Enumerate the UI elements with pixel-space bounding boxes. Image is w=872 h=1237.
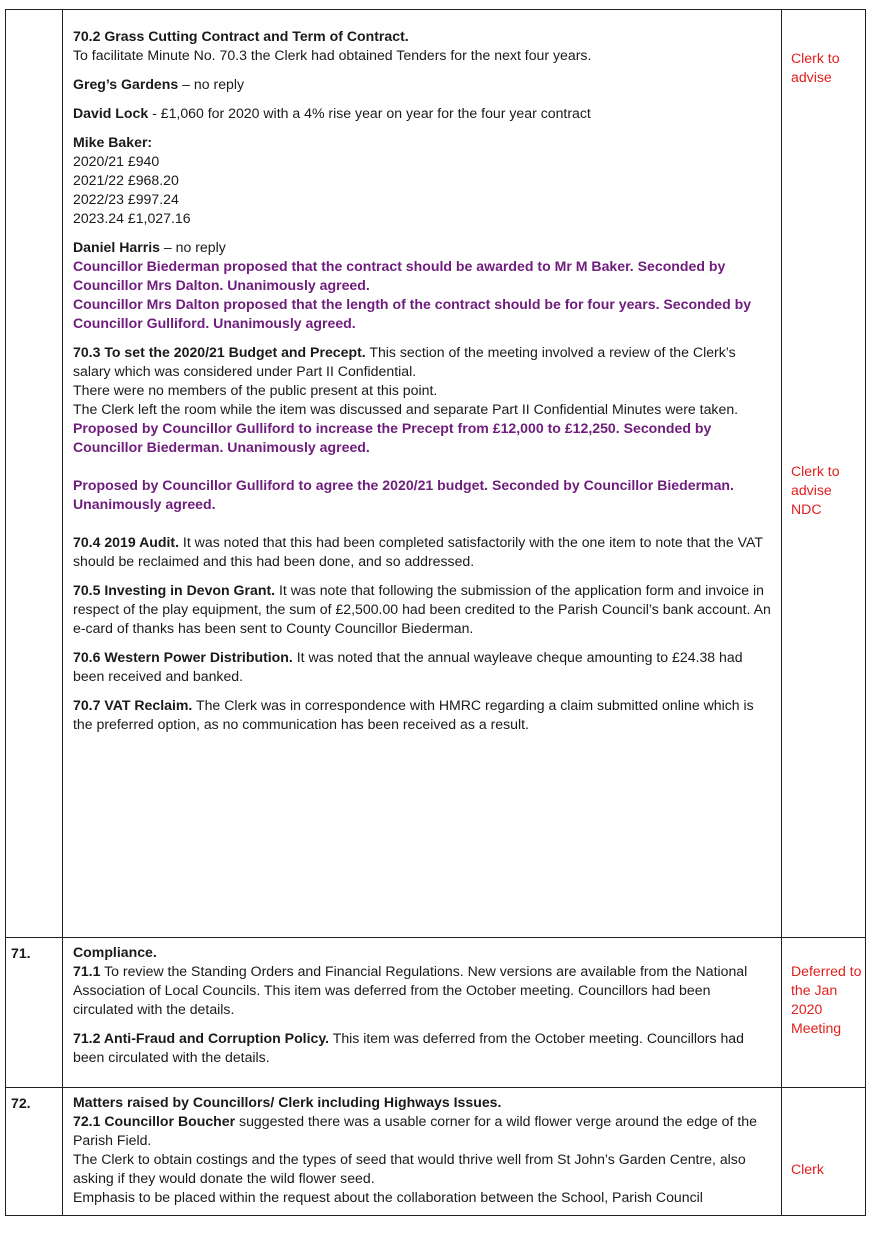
item-body bbox=[63, 10, 782, 938]
tender-name: Mike Baker: bbox=[73, 134, 153, 150]
section-text: It was noted that this had been completed satisfactorily with the one item to note that the VAT should be reclaimed and this had been done, and so addressed. bbox=[73, 534, 763, 569]
minutes-table bbox=[5, 9, 866, 1216]
section-70-7 bbox=[73, 696, 773, 734]
section-text: The Clerk left the room while the item was discussed and separate Part II Confidential Minutes were taken. bbox=[73, 401, 739, 417]
action-cell bbox=[782, 938, 866, 1088]
tender-lock bbox=[73, 104, 773, 123]
item-number: 72. bbox=[6, 1088, 63, 1216]
tender-name: Greg’s Gardens bbox=[73, 76, 179, 92]
section-text: It was note that following the submission of the application form and invoice in respect of the play equipment, the sum of £2,500.00 had been credited to the Parish Council’s bank account. An e-card of thanks has been sent to County Councillor Biederman. bbox=[73, 582, 771, 636]
section-70-6 bbox=[73, 648, 773, 686]
section-70-5 bbox=[73, 581, 773, 638]
section-heading: 71.2 Anti-Fraud and Corruption Policy. bbox=[73, 1030, 330, 1046]
section-text: It was noted that the annual wayleave cheque amounting to £24.38 had been received and banked. bbox=[73, 649, 743, 684]
minutes-row-72 bbox=[6, 1088, 866, 1216]
tender-text: – no reply bbox=[159, 239, 226, 255]
motion: Proposed by Councillor Gulliford to increase the Precept from £12,000 to £12,250. Seconded by Councillor Biederman. Unanimously agreed. bbox=[73, 420, 712, 455]
motion: Councillor Biederman proposed that the contract should be awarded to Mr M Baker. Seconded by Councillor Mrs Dalton. Unanimously agreed. bbox=[73, 258, 726, 293]
section-70-2 bbox=[73, 27, 773, 65]
section-heading: 70.3 To set the 2020/21 Budget and Precept. bbox=[73, 344, 366, 360]
section-text: The Clerk was in correspondence with HMRC regarding a claim submitted online which is the preferred option, as no communication has been received as a result. bbox=[73, 697, 754, 732]
section-text: To review the Standing Orders and Financial Regulations. New versions are available from the National Association of Local Councils. This item was deferred from the October meeting. Councillors had been circulated with the details. bbox=[73, 963, 748, 1017]
action-note: Clerk to advise NDC bbox=[791, 463, 840, 517]
section-text: suggested there was a usable corner for a wild flower verge around the edge of the Parish Field. bbox=[73, 1113, 757, 1148]
section-heading: 70.6 Western Power Distribution. bbox=[73, 649, 293, 665]
section-heading: 71.1 bbox=[73, 963, 101, 979]
tender-gregs bbox=[73, 75, 773, 94]
price-line: 2020/21 £940 bbox=[73, 153, 160, 169]
action-note: Deferred to the Jan 2020 Meeting bbox=[791, 963, 862, 1036]
section-71 bbox=[73, 943, 773, 1019]
section-heading: 70.2 Grass Cutting Contract and Term of Contract. bbox=[73, 28, 409, 44]
tender-name: David Lock bbox=[73, 105, 149, 121]
price-line: 2021/22 £968.20 bbox=[73, 172, 179, 188]
action-note: Clerk to advise bbox=[791, 50, 840, 85]
minutes-row-71 bbox=[6, 938, 866, 1088]
section-text: This item was deferred from the October meeting. Councillors had been circulated with the details. bbox=[73, 1030, 744, 1065]
motion: Proposed by Councillor Gulliford to agree the 2020/21 budget. Seconded by Councillor Biederman. Unanimously agreed. bbox=[73, 477, 734, 512]
action-note: Clerk bbox=[791, 1161, 824, 1177]
section-text: To facilitate Minute No. 70.3 the Clerk had obtained Tenders for the next four years. bbox=[73, 47, 592, 63]
section-text: The Clerk to obtain costings and the types of seed that would thrive well from St John’s Garden Centre, also asking if they would donate the wild flower seed. bbox=[73, 1151, 746, 1186]
section-heading: 70.5 Investing in Devon Grant. bbox=[73, 582, 276, 598]
tender-text: - £1,060 for 2020 with a 4% rise year on year for the four year contract bbox=[148, 105, 591, 121]
section-text: This section of the meeting involved a review of the Clerk’s salary which was considered under Part II Confidential. bbox=[73, 344, 736, 379]
tender-baker bbox=[73, 133, 773, 228]
section-71-2 bbox=[73, 1029, 773, 1067]
section-text: There were no members of the public present at this point. bbox=[73, 382, 438, 398]
item-heading: Matters raised by Councillors/ Clerk including Highways Issues. bbox=[73, 1094, 502, 1110]
tender-name: Daniel Harris bbox=[73, 239, 160, 255]
price-line: 2023.24 £1,027.16 bbox=[73, 210, 191, 226]
item-number: 71. bbox=[6, 938, 63, 1088]
item-body bbox=[63, 1088, 782, 1216]
price-line: 2022/23 £997.24 bbox=[73, 191, 179, 207]
item-heading: Compliance. bbox=[73, 944, 157, 960]
tender-text: – no reply bbox=[178, 76, 245, 92]
item-body bbox=[63, 938, 782, 1088]
action-cell bbox=[782, 1088, 866, 1216]
minutes-row-70 bbox=[6, 10, 866, 938]
section-text: Emphasis to be placed within the request about the collaboration between the School, Parish Council bbox=[73, 1189, 703, 1205]
action-cell bbox=[782, 10, 866, 938]
motion: Councillor Mrs Dalton proposed that the length of the contract should be for four years. Seconded by Councillor Gulliford. Unanimously agreed. bbox=[73, 296, 752, 331]
section-70-3 bbox=[73, 343, 773, 419]
section-70-4 bbox=[73, 533, 773, 571]
section-72 bbox=[73, 1093, 773, 1207]
section-heading: 72.1 Councillor Boucher bbox=[73, 1113, 236, 1129]
item-number bbox=[6, 10, 63, 938]
section-heading: 70.4 2019 Audit. bbox=[73, 534, 180, 550]
section-heading: 70.7 VAT Reclaim. bbox=[73, 697, 193, 713]
tender-harris bbox=[73, 238, 773, 257]
